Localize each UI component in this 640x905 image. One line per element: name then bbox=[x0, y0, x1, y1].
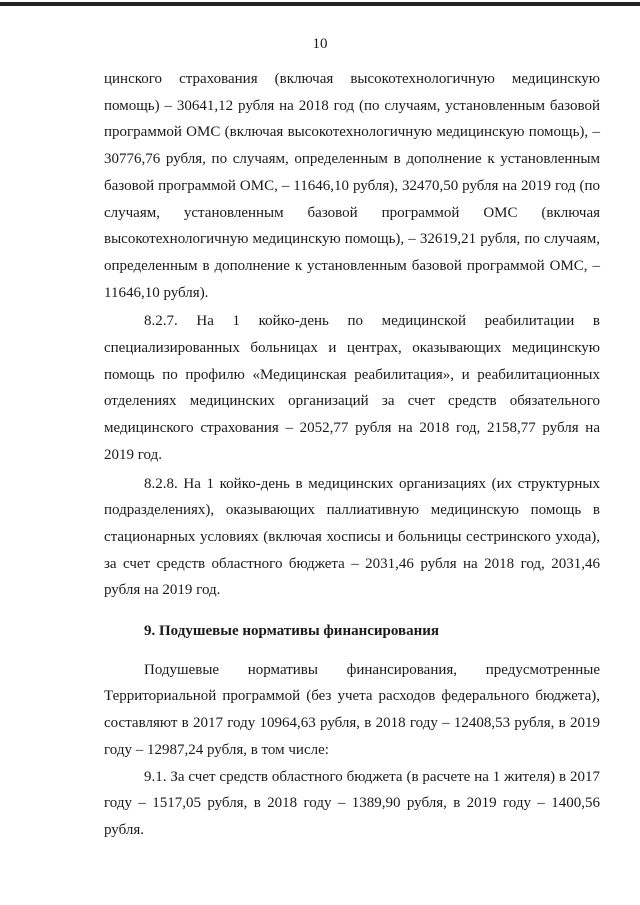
paragraph-per-capita: Подушевые нормативы финансирования, предусмотренные Территориальной программой (без учета расходов федерального бюджета), составляют в 2017 году 10964,63 рубля, в 2018 году – 12408,53 рубля, в 2019 году – 12987,24 рубля, в том числе: bbox=[104, 661, 600, 758]
section-heading: 9. Подушевые нормативы финансирования bbox=[144, 623, 439, 640]
paragraph-8-2-8: 8.2.8. На 1 койко-день в медицинских организациях (их структурных подразделениях), оказывающих паллиативную медицинскую помощь в стационарных условиях (включая хосписы и больницы сестринского ухода), за счет средств областного бюджета – 2031,46 рубля на 2018 год, 2031,46 рубля на 2019 год. bbox=[104, 475, 600, 599]
paragraph-8-2-7: 8.2.7. На 1 койко-день по медицинской реабилитации в специализированных больницах и центрах, оказывающих медицинскую помощь по профилю «Медицинская реабилитация», и реабилитационных отделениях медицинских организаций за счет средств обязательного медицинского страхования – 2052,77 рубля на 2018 год, 2158,77 рубля на 2019 год. bbox=[104, 313, 600, 463]
paragraph-9-1: 9.1. За счет средств областного бюджета (в расчете на 1 жителя) в 2017 году – 1517,05 рубля, в 2018 году – 1389,90 рубля, в 2019 году – 1400,56 рубля. bbox=[104, 768, 600, 838]
document-body bbox=[104, 66, 600, 844]
page-number: 10 bbox=[312, 36, 328, 52]
top-border-line bbox=[0, 2, 640, 6]
paragraph-continuation: цинского страхования (включая высокотехнологичную медицинскую помощь) – 30641,12 рубля на 2018 год (по случаям, установленным базовой программой ОМС (включая высокотехнологичную медицинскую помощь), – 30776,76 рубля, по случаям, определенным в дополнение к установленным базовой программой ОМС, – 11646,10 рубля), 32470,50 рубля на 2019 год (по случаям, установленным базовой программой ОМС (включая высокотехнологичную медицинскую помощь), – 32619,21 рубля, по случаям, определенным в дополнение к установленным базовой программой ОМС, – 11646,10 рубля). bbox=[104, 71, 600, 301]
